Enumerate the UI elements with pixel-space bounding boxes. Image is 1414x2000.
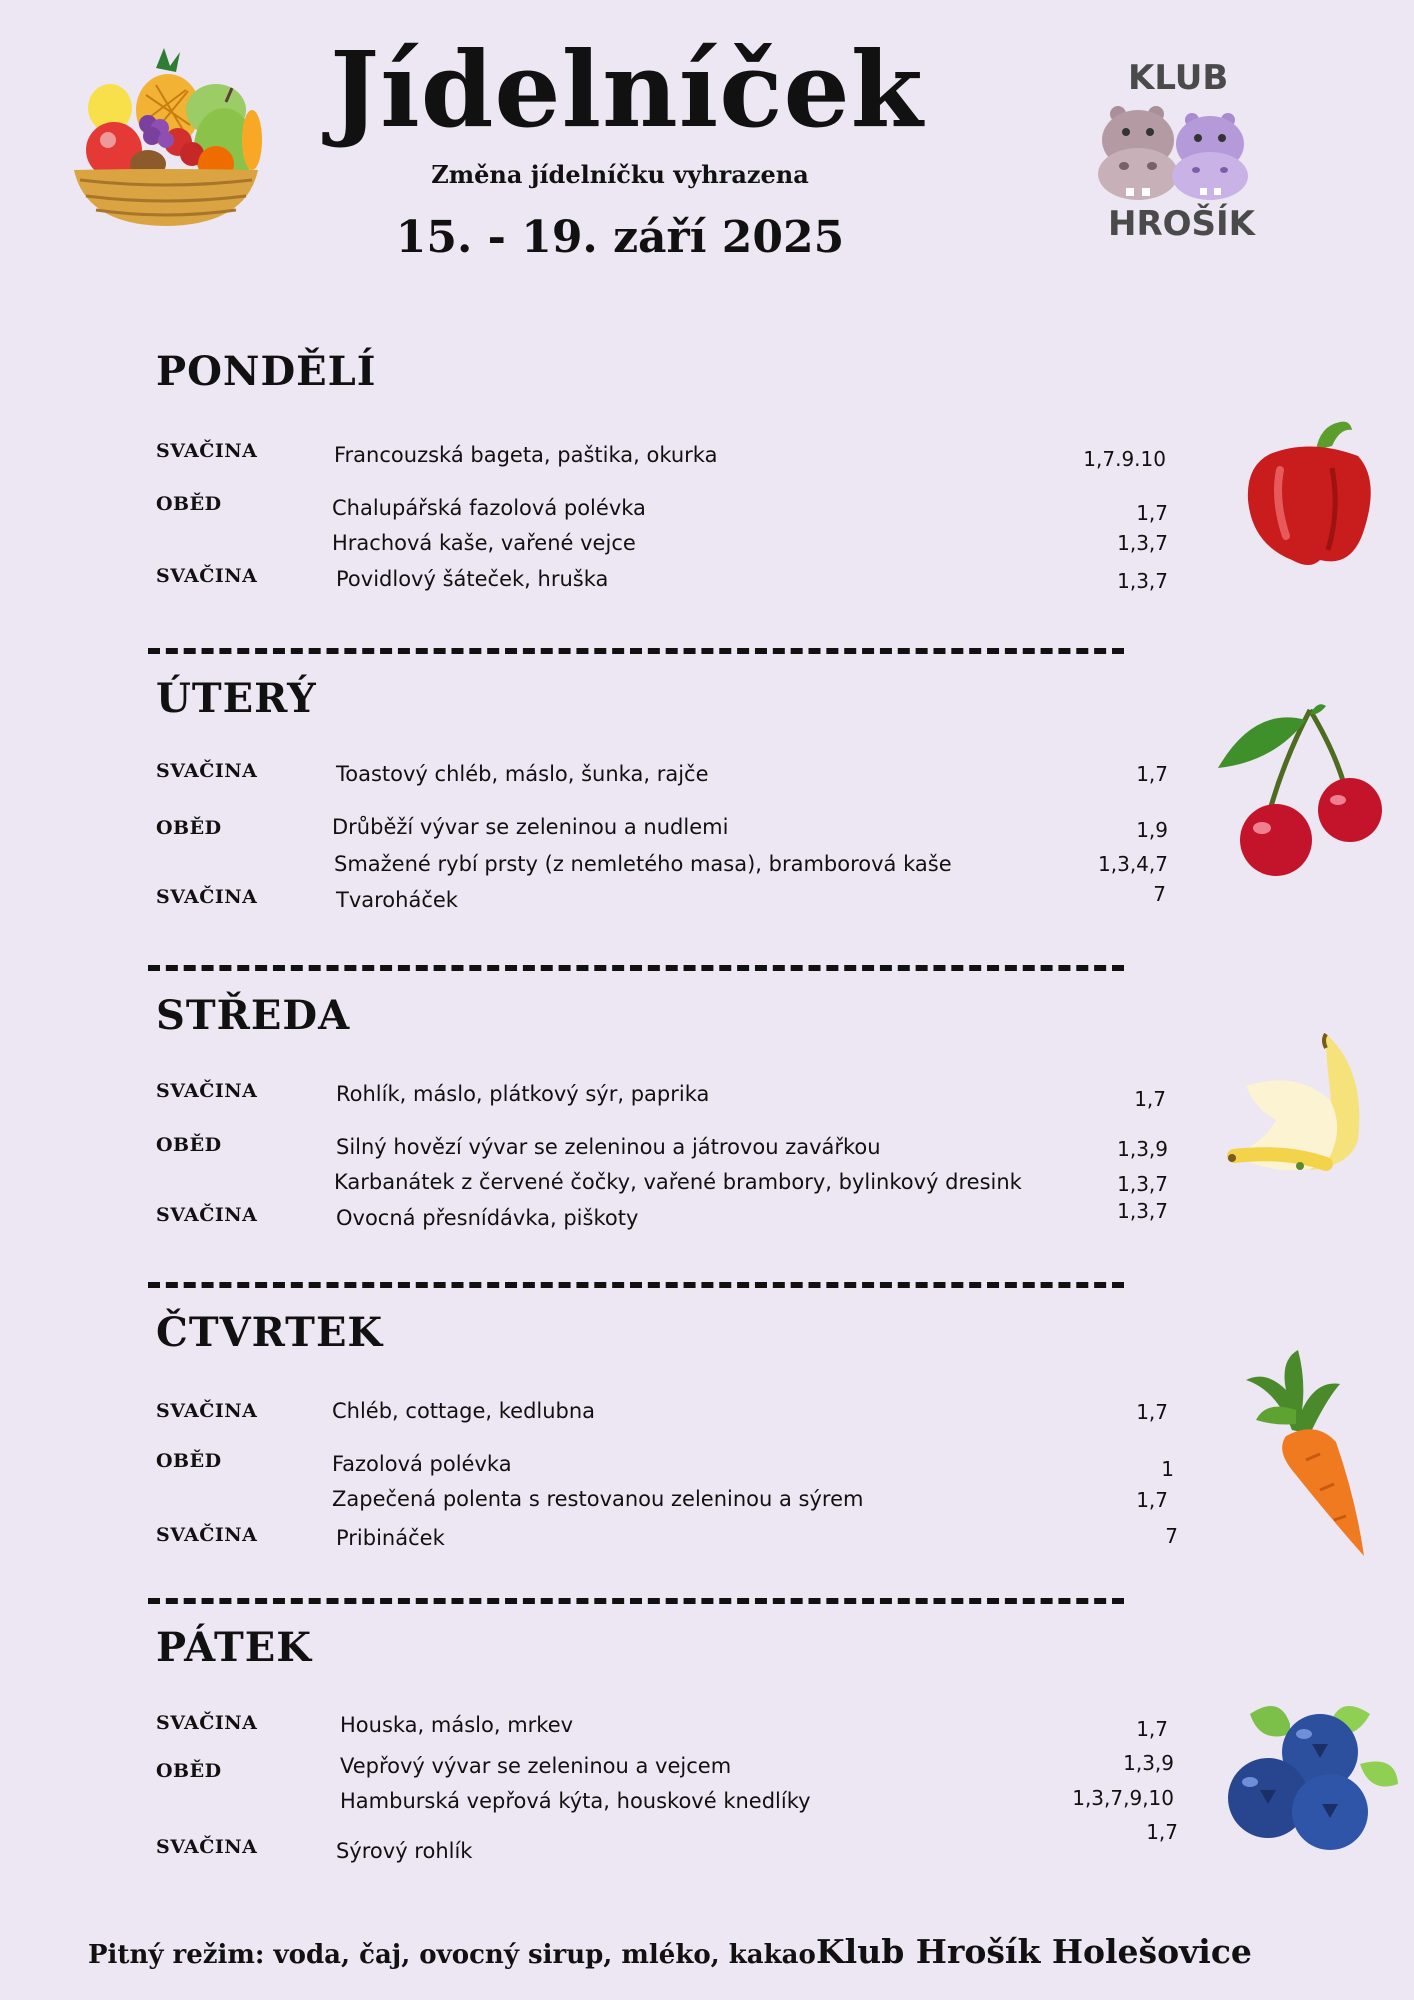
drinking-regime-note: Pitný režim: voda, čaj, ovocný sirup, mléko, kakao bbox=[88, 1940, 816, 1970]
allergen-codes: 1,3,9 bbox=[1117, 1137, 1168, 1161]
section-divider bbox=[148, 1598, 1124, 1604]
allergen-codes: 1,3,7 bbox=[1117, 531, 1168, 555]
allergen-codes: 1,7 bbox=[1136, 762, 1168, 786]
allergen-codes: 1,7 bbox=[1146, 1820, 1178, 1844]
meal-label: SVAČINA bbox=[156, 1204, 258, 1226]
banana-icon bbox=[1226, 1030, 1374, 1176]
day-title-tuesday: ÚTERÝ bbox=[156, 675, 317, 722]
allergen-codes: 1,7 bbox=[1136, 501, 1168, 525]
dish-text: Toastový chléb, máslo, šunka, rajče bbox=[336, 762, 709, 786]
day-title-wednesday: STŘEDA bbox=[156, 992, 351, 1039]
allergen-codes: 1,7 bbox=[1136, 1717, 1168, 1741]
dish-text: Pribináček bbox=[336, 1526, 445, 1550]
dish-text: Ovocná přesnídávka, piškoty bbox=[336, 1206, 639, 1230]
meal-label: SVAČINA bbox=[156, 1836, 258, 1858]
meal-label: SVAČINA bbox=[156, 760, 258, 782]
date-range: 15. - 19. září 2025 bbox=[395, 212, 845, 263]
meal-label: SVAČINA bbox=[156, 886, 258, 908]
dish-text: Rohlík, máslo, plátkový sýr, paprika bbox=[336, 1082, 710, 1106]
cherries-icon bbox=[1214, 700, 1386, 880]
meal-label: SVAČINA bbox=[156, 1400, 258, 1422]
meal-label: SVAČINA bbox=[156, 1080, 258, 1102]
meal-label: OBĚD bbox=[156, 1760, 222, 1782]
day-title-thursday: ČTVRTEK bbox=[156, 1309, 384, 1356]
section-divider bbox=[148, 648, 1124, 654]
dish-text: Drůběží vývar se zeleninou a nudlemi bbox=[332, 815, 729, 839]
meal-label: OBĚD bbox=[156, 1450, 222, 1472]
dish-text: Tvaroháček bbox=[336, 888, 458, 912]
dish-text: Chléb, cottage, kedlubna bbox=[332, 1399, 596, 1423]
allergen-codes: 1,3,7 bbox=[1117, 1172, 1168, 1196]
meal-label: SVAČINA bbox=[156, 1524, 258, 1546]
club-name-footer: Klub Hrošík Holešovice bbox=[816, 1932, 1252, 1971]
dish-text: Smažené rybí prsty (z nemletého masa), bramborová kaše bbox=[334, 852, 952, 876]
dish-text: Silný hovězí vývar se zeleninou a játrovou zavářkou bbox=[336, 1135, 881, 1159]
blueberries-icon bbox=[1220, 1694, 1400, 1854]
allergen-codes: 7 bbox=[1165, 1524, 1178, 1548]
allergen-codes: 1,3,9 bbox=[1123, 1751, 1174, 1775]
dish-text: Houska, máslo, mrkev bbox=[340, 1713, 574, 1737]
logo-text-top: KLUB bbox=[1128, 58, 1229, 98]
day-title-monday: PONDĚLÍ bbox=[156, 348, 377, 395]
meal-label: SVAČINA bbox=[156, 1712, 258, 1734]
allergen-codes: 1,7 bbox=[1134, 1087, 1166, 1111]
allergen-codes: 1,3,7 bbox=[1117, 1199, 1168, 1223]
dish-text: Zapečená polenta s restovanou zeleninou a sýrem bbox=[332, 1487, 864, 1511]
allergen-codes: 7 bbox=[1153, 882, 1166, 906]
meal-label: OBĚD bbox=[156, 1134, 222, 1156]
dish-text: Francouzská bageta, paštika, okurka bbox=[334, 443, 718, 467]
allergen-codes: 1,3,7 bbox=[1117, 569, 1168, 593]
meal-label: OBĚD bbox=[156, 817, 222, 839]
dish-text: Fazolová polévka bbox=[332, 1452, 512, 1476]
section-divider bbox=[148, 1282, 1124, 1288]
allergen-codes: 1,7.9.10 bbox=[1083, 447, 1166, 471]
fruit-basket-icon bbox=[66, 40, 266, 230]
allergen-codes: 1,3,7,9,10 bbox=[1072, 1786, 1174, 1810]
allergen-codes: 1,7 bbox=[1136, 1488, 1168, 1512]
dish-text: Chalupářská fazolová polévka bbox=[332, 496, 646, 520]
dish-text: Hamburská vepřová kýta, houskové knedlíky bbox=[340, 1789, 811, 1813]
dish-text: Povidlový šáteček, hruška bbox=[336, 567, 609, 591]
meal-label: SVAČINA bbox=[156, 565, 258, 587]
allergen-codes: 1,7 bbox=[1136, 1400, 1168, 1424]
page-subtitle: Změna jídelníčku vyhrazena bbox=[431, 160, 809, 189]
carrot-icon bbox=[1236, 1350, 1372, 1560]
day-title-friday: PÁTEK bbox=[156, 1624, 313, 1671]
hippo-logo-icon bbox=[1096, 100, 1256, 204]
red-pepper-icon bbox=[1240, 420, 1384, 570]
meal-label: OBĚD bbox=[156, 493, 222, 515]
dish-text: Karbanátek z červené čočky, vařené brambory, bylinkový dresink bbox=[334, 1170, 1022, 1194]
dish-text: Vepřový vývar se zeleninou a vejcem bbox=[340, 1754, 732, 1778]
section-divider bbox=[148, 965, 1124, 971]
logo-text-bottom: HROŠÍK bbox=[1108, 204, 1256, 244]
allergen-codes: 1,3,4,7 bbox=[1098, 852, 1168, 876]
dish-text: Hrachová kaše, vařené vejce bbox=[332, 531, 636, 555]
meal-label: SVAČINA bbox=[156, 440, 258, 462]
allergen-codes: 1 bbox=[1161, 1457, 1174, 1481]
page-title: Jídelníček bbox=[330, 28, 924, 151]
dish-text: Sýrový rohlík bbox=[336, 1839, 473, 1863]
allergen-codes: 1,9 bbox=[1136, 818, 1168, 842]
